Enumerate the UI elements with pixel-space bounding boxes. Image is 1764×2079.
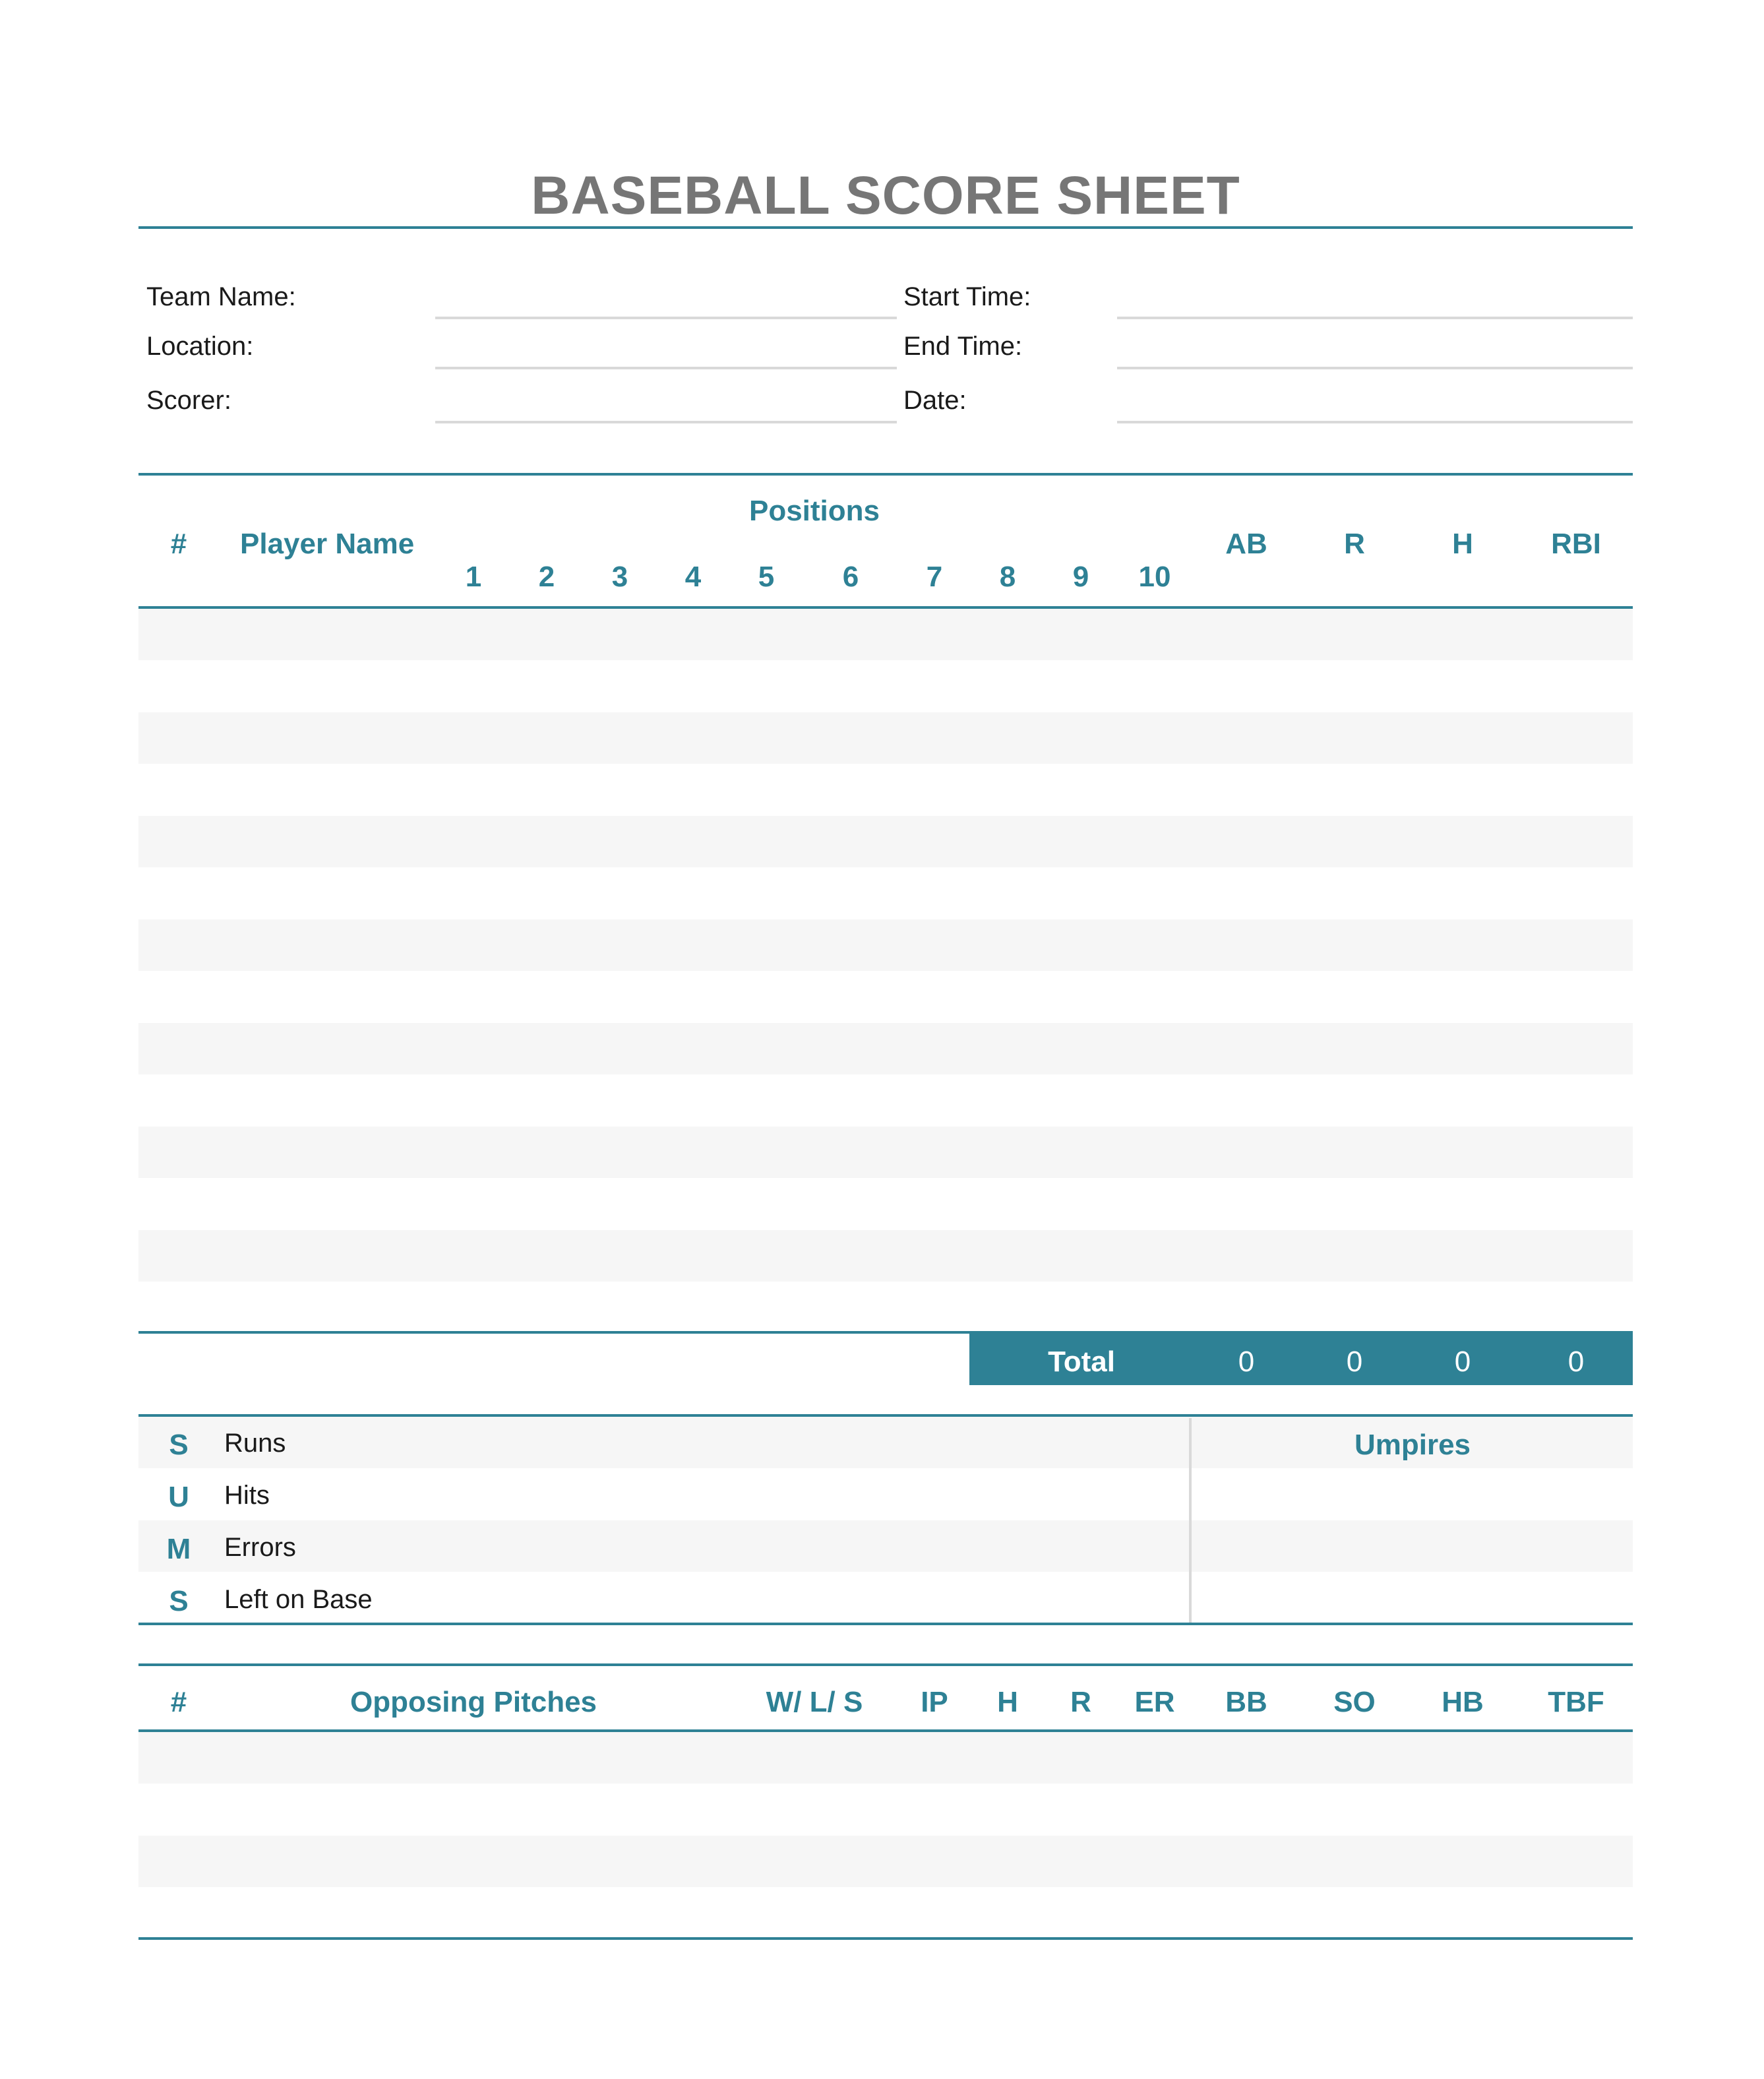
- location-field[interactable]: [435, 367, 897, 369]
- position-9-header: 9: [1072, 561, 1089, 593]
- positions-header: Positions: [748, 495, 880, 527]
- summary-errors-label: Errors: [224, 1533, 296, 1562]
- hb-header: HB: [1442, 1686, 1484, 1718]
- opposing-pitches-header: Opposing Pitches: [350, 1686, 597, 1718]
- pitching-table-top-rule: [138, 1663, 1633, 1666]
- team-name-field[interactable]: [435, 317, 897, 319]
- player-name-header: Player Name: [240, 528, 415, 560]
- end-time-label: End Time:: [903, 332, 1023, 361]
- scorer-label: Scorer:: [146, 386, 231, 415]
- date-label: Date:: [903, 386, 967, 415]
- position-8-header: 8: [999, 561, 1016, 593]
- end-time-field[interactable]: [1117, 367, 1633, 369]
- pitching-table-bottom-rule: [138, 1937, 1633, 1940]
- total-label: Total: [1048, 1346, 1115, 1378]
- position-3-header: 3: [611, 561, 628, 593]
- summary-lob-label: Left on Base: [224, 1585, 373, 1614]
- start-time-field[interactable]: [1117, 317, 1633, 319]
- summary-row-errors[interactable]: [138, 1520, 1633, 1572]
- position-1-header: 1: [465, 561, 482, 593]
- pitching-hits-header: H: [997, 1686, 1018, 1718]
- ab-header: AB: [1225, 528, 1267, 560]
- player-row[interactable]: [138, 609, 1633, 660]
- pitching-runs-header: R: [1070, 1686, 1091, 1718]
- player-number-header: #: [170, 528, 187, 560]
- so-header: SO: [1333, 1686, 1376, 1718]
- player-row[interactable]: [138, 1023, 1633, 1074]
- position-10-header: 10: [1138, 561, 1171, 593]
- total-ab: 0: [1238, 1346, 1255, 1378]
- player-row[interactable]: [138, 1230, 1633, 1282]
- player-row[interactable]: [138, 919, 1633, 971]
- umpires-header: Umpires: [1354, 1429, 1471, 1461]
- pitcher-row[interactable]: [138, 1836, 1633, 1887]
- summary-hits-label: Hits: [224, 1481, 270, 1510]
- pitcher-row[interactable]: [138, 1732, 1633, 1784]
- scorer-field[interactable]: [435, 421, 897, 423]
- position-7-header: 7: [926, 561, 943, 593]
- er-header: ER: [1134, 1686, 1175, 1718]
- runs-header: R: [1344, 528, 1365, 560]
- location-label: Location:: [146, 332, 254, 361]
- player-table-top-rule: [138, 473, 1633, 476]
- title-underline: [138, 226, 1633, 229]
- page-title: BASEBALL SCORE SHEET: [531, 166, 1240, 226]
- player-row[interactable]: [138, 712, 1633, 764]
- wls-header: W/ L/ S: [766, 1686, 863, 1718]
- team-name-label: Team Name:: [146, 282, 296, 311]
- total-hits: 0: [1454, 1346, 1471, 1378]
- summary-letter-u: U: [168, 1481, 189, 1513]
- summary-bottom-rule: [138, 1623, 1633, 1625]
- summary-letter-m: M: [166, 1533, 191, 1565]
- position-6-header: 6: [842, 561, 859, 593]
- position-4-header: 4: [684, 561, 702, 593]
- position-5-header: 5: [758, 561, 775, 593]
- summary-letter-s-2: S: [169, 1585, 189, 1617]
- tbf-header: TBF: [1548, 1686, 1604, 1718]
- summary-runs-label: Runs: [224, 1429, 286, 1458]
- position-2-header: 2: [538, 561, 555, 593]
- player-row[interactable]: [138, 1127, 1633, 1178]
- total-runs: 0: [1346, 1346, 1363, 1378]
- total-rbi: 0: [1567, 1346, 1585, 1378]
- date-field[interactable]: [1117, 421, 1633, 423]
- start-time-label: Start Time:: [903, 282, 1031, 311]
- ip-header: IP: [921, 1686, 948, 1718]
- player-row[interactable]: [138, 816, 1633, 867]
- pitcher-number-header: #: [170, 1686, 187, 1718]
- umpires-divider: [1189, 1418, 1192, 1624]
- bb-header: BB: [1225, 1686, 1267, 1718]
- rbi-header: RBI: [1551, 528, 1601, 560]
- summary-letter-s: S: [169, 1429, 189, 1461]
- hits-header: H: [1452, 528, 1473, 560]
